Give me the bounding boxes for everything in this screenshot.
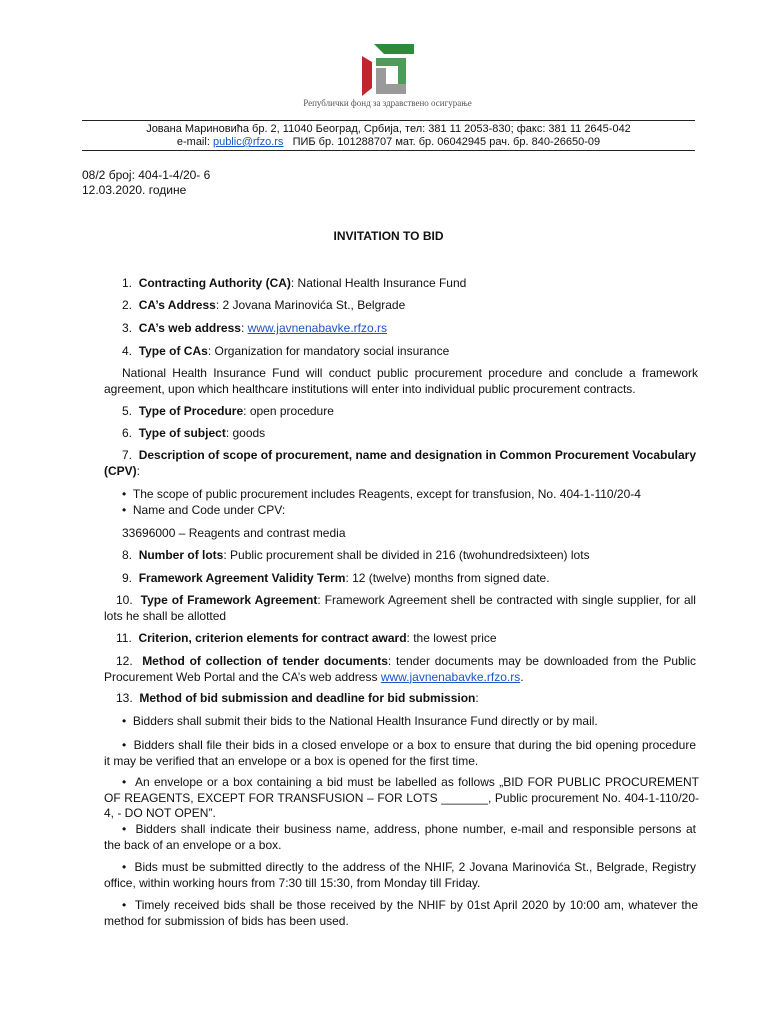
bullet-deadline: • Timely received bids shall be those received by the NHIF by 01st April 2020 by 10:00 am, whatever the method for submission of bids has been used. [104,898,699,928]
ids-line: ПИБ бр. 101288707 мат. бр. 06042945 рач. бр. 840-26650-09 [292,136,601,148]
institution-caption: Републички фонд за здравствено осигурање [303,98,472,108]
item-12: 12. Method of collection of tender documents: tender documents may be downloaded from the Public Procurement Web Portal and the CA’s web address www.javnenabavke.rfzo.rs. [104,654,697,684]
bullet-glyph: • [122,775,127,789]
contact-line [82,136,695,149]
bullet-scope: • The scope of public procurement includes Reagents, except for transfusion, No. 404-1-110/20-4 [122,487,641,501]
header-bottom-rule [82,150,695,151]
cpv-code: 33696000 – Reagents and contrast media [122,526,346,540]
item-6: 6. Type of subject: goods [122,426,266,440]
institution-logo [362,44,414,96]
bullet-glyph: • [122,503,127,517]
item-1: 1. Contracting Authority (CA): National Health Insurance Fund [122,276,467,290]
tender-docs-link[interactable]: www.javnenabavke.rfzo.rs [380,669,521,684]
document-title: INVITATION TO BID [333,229,444,243]
bullet-submit-directly: • Bidders shall submit their bids to the National Health Insurance Fund directly or by mail. [122,714,598,728]
item-2: 2. CA’s Address: 2 Jovana Marinovića St., Belgrade [122,298,406,312]
item-11: 11. Criterion, criterion elements for contract award: the lowest price [116,631,497,645]
item-10: 10. Type of Framework Agreement: Framework Agreement shell be contracted with single supplier, for all lots he shall be allotted [104,593,696,623]
bullet-glyph: • [122,822,127,836]
item-4: 4. Type of CAs: Organization for mandatory social insurance [122,344,450,358]
address-line: Јована Мариновића бр. 2, 11040 Београд, Србија, тел: 381 11 2053-830; факс: 381 11 2645-042 [146,123,631,135]
reference-number: 08/2 број: 404-1-4/20- 6 [82,168,211,182]
bullet-business-details: • Bidders shall indicate their business name, address, phone number, e-mail and responsible persons at the back of an envelope or a box. [104,822,696,852]
header-top-rule [82,120,695,121]
item-8: 8. Number of lots: Public procurement shall be divided in 216 (twohundredsixteen) lots [122,548,590,562]
bullet-glyph: • [122,898,127,912]
item-3: 3. CA’s web address: www.javnenabavke.rfzo.rs [122,321,388,335]
item-7: 7. Description of scope of procurement, name and designation in Common Procurement Vocabulary (CPV): [104,448,696,478]
bullet-glyph: • [122,714,127,728]
email-label: e-mail: [176,136,210,148]
ca-web-link[interactable]: www.javnenabavke.rfzo.rs [247,321,388,335]
bullet-cpv: • Name and Code under CPV: [122,503,286,517]
item-13: 13. Method of bid submission and deadline for bid submission: [116,691,479,705]
bullet-closed-envelope: • Bidders shall file their bids in a closed envelope or a box to ensure that during the bid opening procedure it may be verified that an envelope or a box is opened for the first time. [104,738,697,768]
bullet-glyph: • [122,738,127,752]
bullet-envelope-label: • An envelope or a box containing a bid must be labelled as follows „BID FOR PUBLIC PROCUREMENT OF REAGENTS, EXCEPT FOR TRANSFUSION – FOR LOTS _______, Public procurement No. 404-1-110/20-4, - DO NOT OPEN”. [104,775,699,820]
reference-date: 12.03.2020. године [82,183,187,197]
item-5: 5. Type of Procedure: open procedure [122,404,334,418]
email-link[interactable]: public@rfzo.rs [212,136,284,148]
bullet-glyph: • [122,860,127,874]
bullet-glyph: • [122,487,127,501]
intro-paragraph: National Health Insurance Fund will conduct public procurement procedure and conclude a framework agreement, upon which healthcare institutions will enter into individual public procurement contracts. [104,366,698,396]
item-9: 9. Framework Agreement Validity Term: 12 (twelve) months from signed date. [122,571,550,585]
bullet-registry-office: • Bids must be submitted directly to the address of the NHIF, 2 Jovana Marinovića St., Belgrade, Registry office, within working hours from 7:30 till 15:30, from Monday till Friday. [104,860,696,890]
